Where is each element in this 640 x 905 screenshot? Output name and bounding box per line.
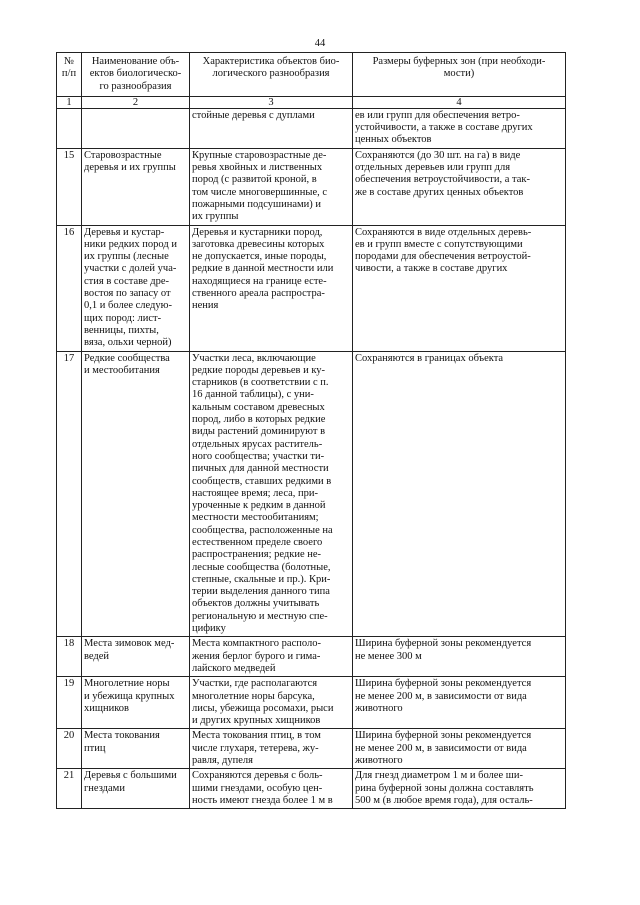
object-name: Старовозрастные деревья и их группы: [82, 148, 190, 225]
object-characteristic: Деревья и кустарники пород, заготовка древесины которых не допускается, иные породы, редкие в данной местности или находящиеся на границе есте- ственного ареала распростра- нения: [190, 225, 353, 351]
table-row: [57, 729, 566, 769]
buffer-zone-size: Ширина буферной зоны рекомендуется не менее 200 м, в зависимости от вида животного: [353, 677, 566, 729]
buffer-zone-size: Сохраняются в виде отдельных деревь- ев и групп вместе с сопутствующими породами для обеспечения ветроустой- чивости, а также в составе других: [353, 225, 566, 351]
object-characteristic: Участки леса, включающие редкие породы деревьев и ку- старников (в соответствии с п. 16 данной таблицы), с уни- кальным составом древесных пород, либо в которых редкие виды растений доминируют в отдельных ярусах раститель- ного сообщества; участки ти- пичных для данной местности сообществ, ставших редкими в настоящее время; леса, при- уроченные к редким в данной местности местообитаниям; сообщества, расположенные на естественном пределе своего распространения; редкие не- лесные сообщества (болотные, степные, скальные и пр.). Кри- терии выделения данного типа объектов должны учитывать региональную и местную спе- цифику: [190, 351, 353, 637]
table-row: [57, 677, 566, 729]
object-name: Многолетние норы и убежища крупных хищников: [82, 677, 190, 729]
row-number: 20: [57, 729, 82, 769]
column-index: 3: [190, 96, 353, 108]
table-row: [57, 769, 566, 809]
object-name: Редкие сообщества и местообитания: [82, 351, 190, 637]
buffer-zone-size: Ширина буферной зоны рекомендуется не менее 300 м: [353, 637, 566, 677]
buffer-zone-size: Ширина буферной зоны рекомендуется не менее 200 м, в зависимости от вида животного: [353, 729, 566, 769]
column-index: 2: [82, 96, 190, 108]
row-number: 17: [57, 351, 82, 637]
table-row: [57, 637, 566, 677]
row-number: 16: [57, 225, 82, 351]
table-row: [57, 108, 566, 148]
object-name: [82, 108, 190, 148]
object-characteristic: Места токования птиц, в том числе глухаря, тетерева, жу- равля, дупеля: [190, 729, 353, 769]
table-row: [57, 148, 566, 225]
row-number: 19: [57, 677, 82, 729]
column-index: 4: [353, 96, 566, 108]
buffer-zone-size: Сохраняются в границах объекта: [353, 351, 566, 637]
object-characteristic: Участки, где располагаются многолетние норы барсука, лисы, убежища росомахи, рыси и других крупных хищников: [190, 677, 353, 729]
biodiversity-table: [56, 52, 566, 809]
object-name: Места токования птиц: [82, 729, 190, 769]
column-index-row: [57, 96, 566, 108]
table-row: [57, 351, 566, 637]
header-object-name: Наименование объ- ектов биологическо- го разнообразия: [82, 53, 190, 97]
table-header-row: [57, 53, 566, 97]
table-row: [57, 225, 566, 351]
page-number: 44: [314, 38, 326, 49]
row-number: 21: [57, 769, 82, 809]
object-characteristic: стойные деревья с дуплами: [190, 108, 353, 148]
buffer-zone-size: ев или групп для обеспечения ветро- устойчивости, а также в составе других ценных объектов: [353, 108, 566, 148]
header-buffer-zone: Размеры буферных зон (при необходи- мости): [353, 53, 566, 97]
object-name: Деревья и кустар- ники редких пород и их группы (лесные участки с долей уча- стия в составе дре- востоя по запасу от 0,1 и более следую- щих пород: лист- венницы, пихты, вяза, ольхи черной): [82, 225, 190, 351]
column-index: 1: [57, 96, 82, 108]
header-characteristic: Характеристика объектов био- логического разнообразия: [190, 53, 353, 97]
object-characteristic: Сохраняются деревья с боль- шими гнездами, особую цен- ность имеют гнезда более 1 м в: [190, 769, 353, 809]
object-characteristic: Крупные старовозрастные де- ревья хвойных и лиственных пород (с развитой кроной, в том числе многовершинные, с пожарными подсушинами) и их группы: [190, 148, 353, 225]
buffer-zone-size: Сохраняются (до 30 шт. на га) в виде отдельных деревьев или групп для обеспечения ветроустойчивости, а так- же в составе других ценных объектов: [353, 148, 566, 225]
buffer-zone-size: Для гнезд диаметром 1 м и более ши- рина буферной зоны должна составлять 500 м (в любое время года), для осталь-: [353, 769, 566, 809]
object-characteristic: Места компактного располо- жения берлог бурого и гима- лайского медведей: [190, 637, 353, 677]
row-number: 15: [57, 148, 82, 225]
object-name: Места зимовок мед- ведей: [82, 637, 190, 677]
row-number: [57, 108, 82, 148]
row-number: 18: [57, 637, 82, 677]
object-name: Деревья с большими гнездами: [82, 769, 190, 809]
header-number: № п/п: [57, 53, 82, 97]
